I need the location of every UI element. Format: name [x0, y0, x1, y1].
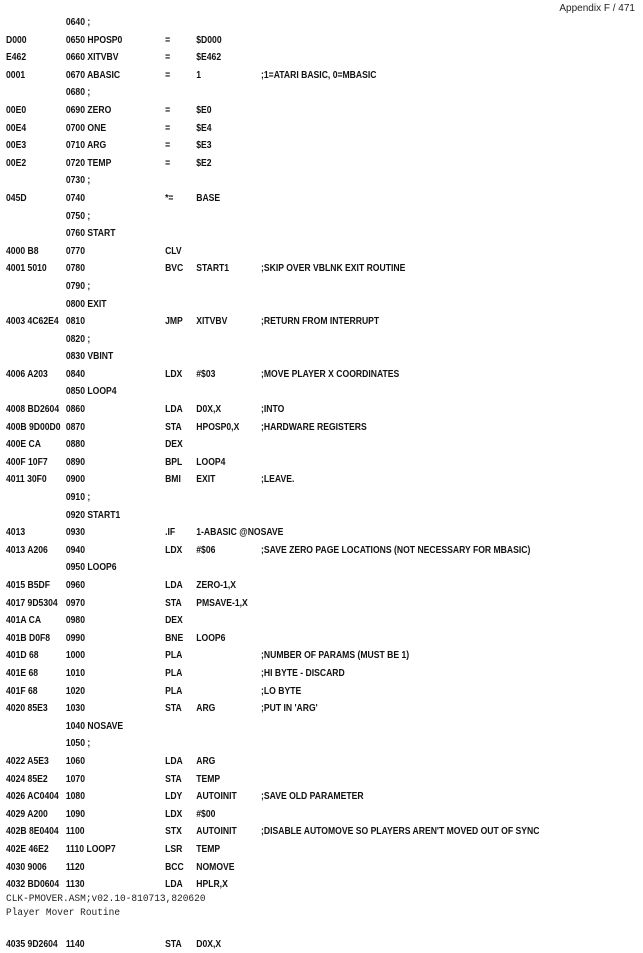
line-operand: START1 — [196, 262, 230, 275]
line-number-label: 1130 — [65, 878, 85, 891]
code-line — [6, 32, 637, 50]
line-opcode: LDA — [165, 579, 183, 591]
line-address-bytes: 400E CA — [6, 438, 41, 451]
line-number-label: 1040 NOSAVE — [65, 719, 124, 732]
listing-lines-continued — [6, 936, 638, 953]
code-line — [6, 260, 637, 278]
line-opcode: CLV — [165, 244, 182, 257]
line-number-label: 1060 — [65, 754, 86, 767]
line-address-bytes: 4026 AC0404 — [6, 790, 59, 803]
line-operand: 1-ABASIC @NOSAVE — [196, 526, 284, 539]
line-comment: ;HARDWARE REGISTERS — [261, 420, 367, 433]
code-line — [6, 383, 637, 401]
line-address-bytes: 401B D0F8 — [6, 631, 51, 644]
line-opcode: LDY — [165, 790, 183, 803]
line-operand: TEMP — [196, 772, 221, 785]
code-line — [6, 49, 637, 67]
line-number-label: 0730 ; — [65, 174, 91, 187]
line-address-bytes: 4013 — [6, 526, 26, 539]
line-number-label: 0640 ; — [65, 16, 91, 28]
line-opcode: = — [165, 103, 171, 116]
line-address-bytes: 401A CA — [6, 614, 42, 627]
line-number-label: 0860 — [65, 403, 86, 416]
line-opcode: STA — [165, 420, 182, 433]
line-number-label: 1010 — [65, 666, 86, 679]
line-operand: D0X,X — [196, 403, 222, 416]
line-number-label: 1070 — [65, 772, 86, 785]
line-operand: AUTOINIT — [196, 790, 237, 803]
code-line — [6, 331, 637, 349]
line-number-label: 0670 ABASIC — [65, 68, 121, 81]
line-opcode: *= — [165, 191, 174, 204]
code-line — [6, 278, 637, 296]
line-address-bytes: 0001 — [6, 68, 26, 81]
code-line — [6, 524, 637, 542]
line-opcode: = — [165, 68, 171, 81]
line-opcode: LDX — [165, 543, 183, 556]
line-operand: ARG — [196, 754, 216, 767]
line-comment: ;DISABLE AUTOMOVE SO PLAYERS AREN'T MOVED OUT OF SYNC — [261, 825, 540, 838]
line-number-label: 0870 — [65, 420, 86, 433]
line-number-label: 0830 VBINT — [65, 350, 114, 363]
line-operand: $E2 — [196, 156, 212, 169]
line-address-bytes: 4020 85E3 — [6, 702, 48, 715]
line-number-label: 0910 ; — [65, 491, 91, 504]
code-line — [6, 436, 637, 454]
line-operand: HPLR,X — [196, 878, 228, 891]
line-address-bytes: 00E4 — [6, 121, 27, 134]
line-address-bytes: 400B 9D00D0 — [6, 420, 61, 433]
line-opcode: PLA — [165, 684, 183, 697]
line-opcode: DEX — [165, 438, 183, 451]
line-operand: 1 — [196, 68, 202, 81]
line-number-label: 1110 LOOP7 — [65, 842, 116, 855]
line-address-bytes: 4022 A5E3 — [6, 754, 49, 767]
line-number-label: 0920 START1 — [65, 508, 121, 521]
line-comment: ;NUMBER OF PARAMS (MUST BE 1) — [261, 649, 410, 662]
code-line — [6, 489, 637, 507]
line-number-label: 0710 ARG — [65, 139, 107, 152]
line-address-bytes: 4003 4C62E4 — [6, 315, 59, 328]
code-line — [6, 296, 637, 314]
line-opcode: = — [165, 51, 171, 64]
code-line — [6, 84, 637, 102]
line-comment: ;LO BYTE — [261, 684, 302, 697]
code-line — [6, 542, 637, 560]
line-number-label: 0980 — [65, 614, 86, 627]
line-address-bytes: 400F 10F7 — [6, 455, 48, 468]
line-opcode: STA — [165, 596, 182, 609]
line-number-label: 1030 — [65, 702, 86, 715]
line-number-label: 0880 — [65, 438, 86, 451]
line-opcode: BNE — [165, 631, 184, 644]
line-opcode: = — [165, 139, 171, 152]
line-comment: ;SAVE OLD PARAMETER — [261, 790, 364, 803]
code-line — [6, 612, 637, 630]
code-line — [6, 348, 637, 366]
code-line — [6, 771, 637, 789]
code-line — [6, 366, 637, 384]
line-opcode: STA — [165, 937, 182, 950]
line-opcode: = — [165, 33, 171, 46]
line-number-label: 0780 — [65, 262, 86, 275]
code-line — [6, 665, 637, 683]
line-opcode: = — [165, 156, 171, 169]
line-operand: $E3 — [196, 139, 212, 152]
line-operand: #$03 — [196, 367, 216, 380]
line-operand: #$06 — [196, 543, 216, 556]
code-line — [6, 155, 637, 173]
line-address-bytes: 4035 9D2604 — [6, 937, 58, 950]
line-number-label: 0690 ZERO — [65, 103, 112, 116]
section-gap — [6, 922, 638, 936]
code-line — [6, 806, 637, 824]
line-operand: #$00 — [196, 807, 216, 820]
code-line — [6, 190, 637, 208]
line-address-bytes: 00E0 — [6, 103, 27, 116]
line-number-label: 1120 — [65, 860, 85, 873]
code-line — [6, 936, 637, 953]
line-number-label: 0760 START — [65, 227, 116, 240]
line-opcode: JMP — [165, 315, 183, 328]
line-number-label: 0650 HPOSP0 — [65, 33, 123, 46]
code-line — [6, 700, 637, 718]
code-line — [6, 753, 637, 771]
code-line — [6, 401, 637, 419]
line-number-label: 0970 — [65, 596, 86, 609]
line-opcode: BMI — [165, 473, 181, 486]
file-info-line: CLK-PMOVER.ASM;v02.10-810713,820620 — [6, 893, 206, 905]
line-address-bytes: 00E2 — [6, 156, 27, 169]
line-address-bytes: 402B 8E0404 — [6, 825, 59, 838]
line-number-label: 0900 — [65, 473, 86, 486]
line-operand: LOOP4 — [196, 455, 226, 468]
code-line — [6, 718, 637, 736]
line-operand: $D000 — [196, 33, 222, 46]
line-opcode: STA — [165, 702, 182, 715]
line-opcode: LDA — [165, 403, 183, 416]
line-number-label: 1080 — [65, 790, 86, 803]
line-number-label: 0700 ONE — [65, 121, 107, 134]
line-operand: PMSAVE-1,X — [196, 596, 248, 609]
line-operand: $E4 — [196, 121, 212, 134]
line-address-bytes: 401E 68 — [6, 666, 39, 679]
line-operand: TEMP — [196, 842, 221, 855]
code-line — [6, 859, 637, 877]
code-line — [6, 67, 637, 85]
line-number-label: 0850 LOOP4 — [65, 385, 117, 398]
line-address-bytes: E462 — [6, 51, 27, 64]
line-number-label: 1050 ; — [65, 737, 91, 750]
line-comment: ;MOVE PLAYER X COORDINATES — [261, 367, 400, 380]
line-comment: ;SAVE ZERO PAGE LOCATIONS (NOT NECESSARY FOR MBASIC) — [261, 543, 531, 556]
line-number-label: 1090 — [65, 807, 86, 820]
code-line — [6, 208, 637, 226]
page-header: Appendix F / 471 — [559, 3, 635, 14]
code-line — [6, 788, 637, 806]
line-operand: NOMOVE — [196, 860, 235, 873]
line-operand: AUTOINIT — [196, 825, 237, 838]
line-operand: D0X,X — [196, 937, 222, 950]
line-number-label: 0720 TEMP — [65, 156, 112, 169]
line-number-label: 1020 — [65, 684, 86, 697]
line-number-label: 0750 ; — [65, 209, 91, 222]
line-comment: ;RETURN FROM INTERRUPT — [261, 315, 380, 328]
code-line — [6, 841, 637, 859]
line-address-bytes: D000 — [6, 33, 27, 46]
line-number-label: 1100 — [65, 825, 85, 838]
line-address-bytes: 4029 A200 — [6, 807, 48, 820]
code-line — [6, 471, 637, 489]
code-line — [6, 225, 637, 243]
line-address-bytes: 4015 B5DF — [6, 579, 51, 591]
line-address-bytes: 4008 BD2604 — [6, 403, 60, 416]
line-number-label: 0680 ; — [65, 86, 91, 99]
line-opcode: DEX — [165, 614, 183, 627]
line-number-label: 0800 EXIT — [65, 297, 107, 310]
line-opcode: BCC — [165, 860, 184, 873]
line-address-bytes: 4032 BD0604 — [6, 878, 60, 891]
line-address-bytes: 4030 9006 — [6, 860, 47, 873]
code-line — [6, 683, 637, 701]
line-address-bytes: 4024 85E2 — [6, 772, 48, 785]
line-address-bytes: 4006 A203 — [6, 367, 48, 380]
listing-lines — [6, 14, 638, 894]
line-comment: ;HI BYTE - DISCARD — [261, 666, 345, 679]
line-operand: XITVBV — [196, 315, 228, 328]
line-number-label: 0930 — [65, 526, 86, 539]
code-line — [6, 559, 637, 577]
line-address-bytes: 4013 A206 — [6, 543, 48, 556]
line-operand: BASE — [196, 191, 221, 204]
line-comment: ;1=ATARI BASIC, 0=MBASIC — [261, 68, 377, 81]
code-line — [6, 823, 637, 841]
line-operand: EXIT — [196, 473, 216, 486]
line-opcode: LDA — [165, 878, 183, 891]
code-line — [6, 735, 637, 753]
line-number-label: 0990 — [65, 631, 86, 644]
line-opcode: .IF — [165, 526, 176, 539]
line-number-label: 1140 — [65, 937, 85, 950]
line-address-bytes: 402E 46E2 — [6, 842, 49, 855]
code-line — [6, 102, 637, 120]
line-opcode: LSR — [165, 842, 183, 855]
line-number-label: 0840 — [65, 367, 86, 380]
line-address-bytes: 4011 30F0 — [6, 473, 47, 486]
line-operand: $E462 — [196, 51, 222, 64]
line-operand: $E0 — [196, 103, 212, 116]
line-number-label: 0820 ; — [65, 332, 91, 345]
line-address-bytes: 00E3 — [6, 139, 27, 152]
line-number-label: 1000 — [65, 649, 86, 662]
line-operand: LOOP6 — [196, 631, 226, 644]
line-opcode: = — [165, 121, 171, 134]
line-number-label: 0740 — [65, 191, 86, 204]
line-address-bytes: 045D — [6, 191, 27, 204]
line-address-bytes: 4000 B8 — [6, 244, 39, 257]
line-comment: ;LEAVE. — [261, 473, 295, 486]
line-operand: ARG — [196, 702, 216, 715]
code-line — [6, 876, 637, 894]
code-line — [6, 647, 637, 665]
line-opcode: LDX — [165, 807, 183, 820]
code-line — [6, 313, 637, 331]
line-number-label: 0950 LOOP6 — [65, 561, 117, 574]
line-number-label: 0790 ; — [65, 279, 91, 292]
line-comment: ;SKIP OVER VBLNK EXIT ROUTINE — [261, 262, 406, 275]
routine-title: Player Mover Routine — [6, 907, 121, 919]
line-number-label: 0660 XITVBV — [65, 51, 119, 64]
line-opcode: PLA — [165, 649, 183, 662]
line-opcode: STX — [165, 825, 182, 838]
line-number-label: 0940 — [65, 543, 86, 556]
code-line — [6, 454, 637, 472]
line-address-bytes: 401F 68 — [6, 684, 38, 697]
line-address-bytes: 4001 5010 — [6, 262, 47, 275]
line-comment: ;INTO — [261, 403, 285, 416]
line-opcode: STA — [165, 772, 182, 785]
code-line — [6, 243, 637, 261]
line-opcode: LDA — [165, 754, 183, 767]
code-line — [6, 507, 637, 525]
code-line — [6, 630, 637, 648]
line-number-label: 0770 — [65, 244, 86, 257]
line-address-bytes: 4017 9D5304 — [6, 596, 58, 609]
code-line — [6, 120, 637, 138]
line-operand: HPOSP0,X — [196, 420, 240, 433]
line-number-label: 0960 — [65, 579, 86, 591]
line-opcode: BVC — [165, 262, 184, 275]
line-opcode: PLA — [165, 666, 183, 679]
line-number-label: 0890 — [65, 455, 86, 468]
code-line — [6, 577, 637, 595]
code-line — [6, 137, 637, 155]
line-address-bytes: 401D 68 — [6, 649, 39, 662]
line-opcode: BPL — [165, 455, 183, 468]
code-line — [6, 419, 637, 437]
line-comment: ;PUT IN 'ARG' — [261, 702, 318, 715]
code-line — [6, 595, 637, 613]
line-number-label: 0810 — [65, 315, 86, 328]
code-line — [6, 172, 637, 190]
line-opcode: LDX — [165, 367, 183, 380]
assembly-listing — [6, 14, 638, 953]
code-line — [6, 14, 637, 32]
line-operand: ZERO-1,X — [196, 579, 236, 591]
